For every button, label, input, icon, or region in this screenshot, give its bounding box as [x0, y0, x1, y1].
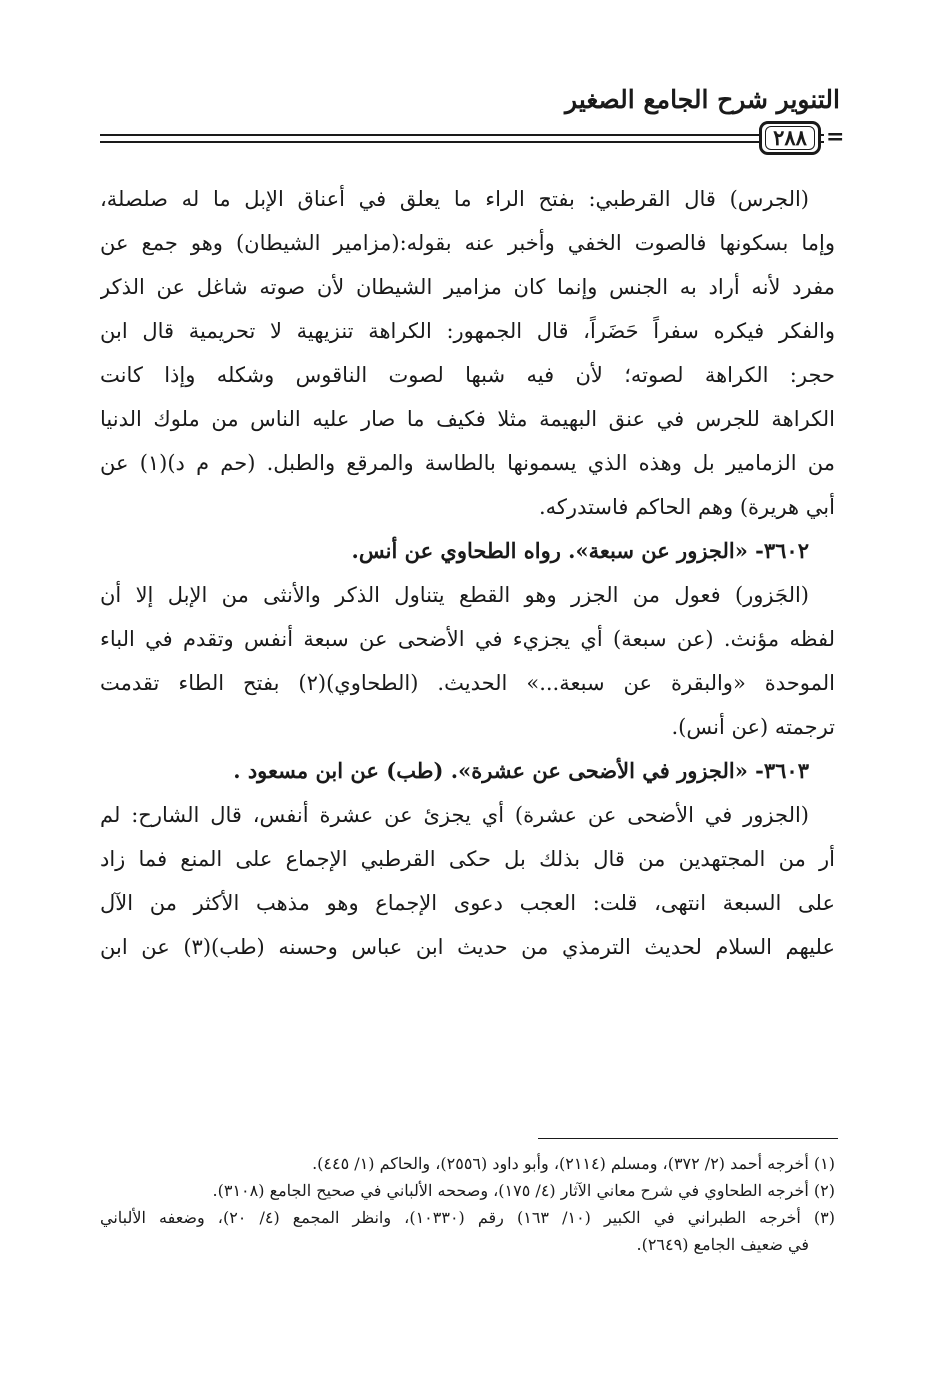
- footnote-separator: [538, 1138, 838, 1139]
- page-number-frame: [765, 126, 815, 150]
- page-number: ٢٨٨: [773, 125, 807, 150]
- main-text: [100, 177, 835, 969]
- text-line: الموحدة «والبقرة عن سبعة...» الحديث. (الطحاوي)(٢) بفتح الطاء تقدمت: [100, 671, 835, 695]
- footnote-line: (٢) أخرجه الطحاوي في شرح معاني الآثار (٤/ ١٧٥)، وصححه الألباني في صحيح الجامع (٣١٠٨).: [212, 1181, 835, 1200]
- text-line: الكراهة للجرس في عنق البهيمة مثلا فكيف ما صار عليه الناس من ملوك الدنيا: [100, 407, 835, 431]
- text-line: عليهم السلام لحديث الترمذي من حديث ابن عباس وحسنه (طب)(٣) عن ابن: [100, 935, 835, 959]
- text-line: حجر: الكراهة لصوته؛ لأن فيه شبها لصوت الناقوس وشكله وإذا كانت: [100, 363, 835, 387]
- text-line: وإما بسكونها فالصوت الخفي وأخبر عنه بقوله:(مزامير الشيطان) وهو جمع عن: [100, 231, 835, 255]
- text-line: (الجزور في الأضحى عن عشرة) أي يجزئ عن عشرة أنفس، قال الشارح: لم: [100, 803, 809, 827]
- text-line: على السبعة انتهى، قلت: العجب دعوى الإجماع وهو مذهب الأكثر من الآل: [100, 891, 835, 915]
- hadith-heading: ٣٦٠٢- «الجزور عن سبعة». رواه الطحاوي عن أنس.: [351, 538, 809, 563]
- running-header-title: التنوير شرح الجامع الصغير: [565, 85, 840, 114]
- page-number-badge: [759, 121, 821, 155]
- header-rule-bottom: [100, 141, 824, 143]
- text-line: مفرد لأنه أراد به الجنس وإنما كان مزامير الشيطان لأن صوته شاغل عن الذكر: [100, 275, 835, 299]
- text-line: والفكر فيكره سفراً حَضَراً، قال الجمهور: الكراهة تنزيهية لا تحريمية قال ابن: [100, 319, 835, 343]
- header-dash-mark: =: [826, 124, 845, 150]
- text-line: أر من المجتهدين من قال بذلك بل حكى القرطبي الإجماع على المنع فما زاد: [100, 847, 835, 871]
- text-line: من الزمامير بل وهذه الذي يسمونها بالطاسة والمرقع والطبل. (حم م د)(١) عن: [100, 451, 835, 475]
- footnote-line: في ضعيف الجامع (٢٦٤٩).: [636, 1235, 809, 1254]
- text-line: ترجمته (عن أنس).: [671, 715, 835, 739]
- hadith-heading: ٣٦٠٣- «الجزور في الأضحى عن عشرة». (طب) عن ابن مسعود .: [233, 758, 809, 783]
- text-line: أبي هريرة) وهم الحاكم فاستدركه.: [539, 495, 835, 519]
- footnotes: [100, 1150, 835, 1258]
- footnote-line: (٣) أخرجه الطبراني في الكبير (١٠/ ١٦٣) رقم (١٠٣٣٠)، وانظر المجمع (٤/ ٢٠)، وضعفه الألباني: [100, 1208, 835, 1227]
- header-rule-top: [100, 134, 824, 136]
- text-line: (الجَزور) فعول من الجزر وهو القطع يتناول الذكر والأنثى من الإبل إلا أن: [100, 583, 809, 607]
- footnote-line: (١) أخرجه أحمد (٢/ ٣٧٢)، ومسلم (٢١١٤)، وأبو داود (٢٥٥٦)، والحاكم (١/ ٤٤٥).: [312, 1154, 835, 1173]
- text-line: لفظه مؤنث. (عن سبعة) أي يجزيء في الأضحى عن سبعة أنفس وتقدم في الباء: [100, 627, 835, 651]
- text-line: (الجرس) قال القرطبي: بفتح الراء ما يعلق في أعناق الإبل ما له صلصلة،: [100, 187, 809, 211]
